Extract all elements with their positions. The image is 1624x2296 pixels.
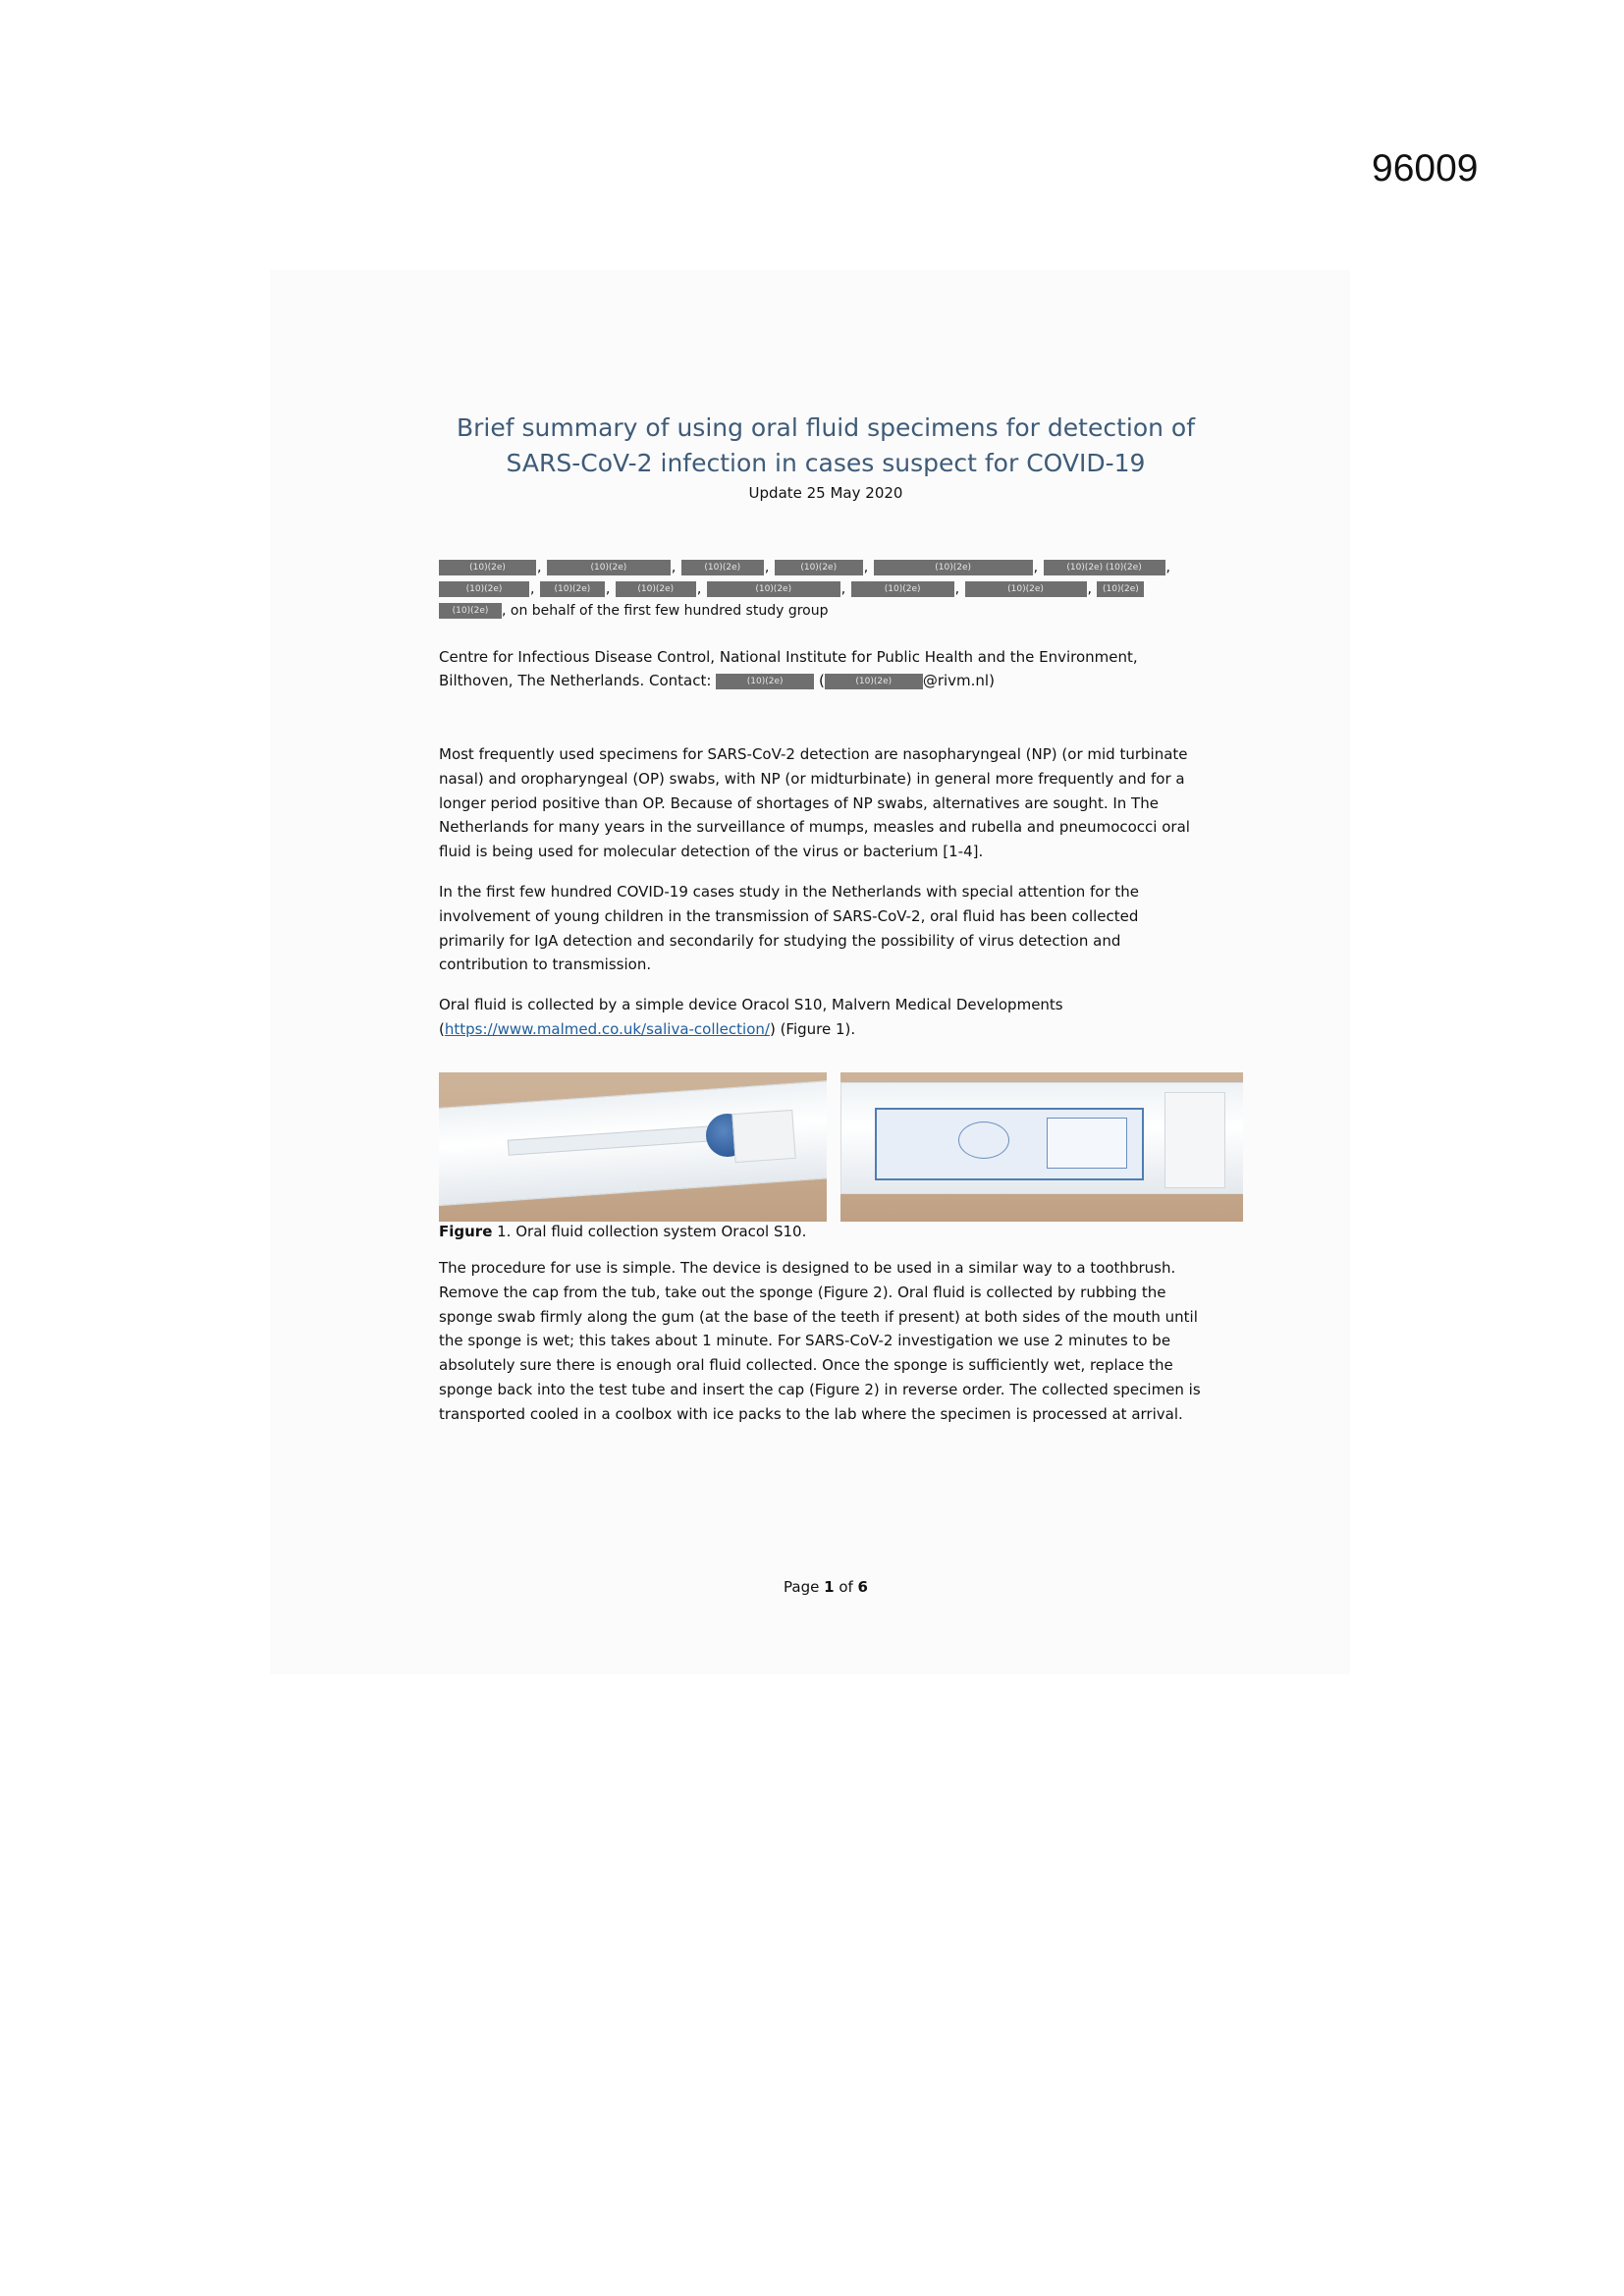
page-number <box>439 1578 1213 1596</box>
paragraph-study: In the first few hundred COVID-19 cases study in the Netherlands with special attention for the involvement of young children in the transmission of SARS-CoV-2, oral fluid has been collected primarily for IgA detection and secondarily for studying the possibility of virus detection and contribution to transmission. <box>439 883 1139 974</box>
redaction-box: (10)(2e) <box>616 581 696 597</box>
page-current: 1 <box>824 1578 835 1596</box>
redaction-box: (10)(2e) <box>439 603 502 619</box>
update-date: Update 25 May 2020 <box>748 484 903 502</box>
redaction-box: (10)(2e) <box>716 674 814 689</box>
redaction-box: (10)(2e) <box>851 581 954 597</box>
figure-caption <box>439 1223 1028 1240</box>
redaction-box: (10)(2e) <box>707 581 840 597</box>
device-text: Oral fluid is collected by a simple device Oracol S10, Malvern Medical Developments <box>439 996 1063 1013</box>
author-list <box>439 557 1205 622</box>
affiliation-contact-label: Bilthoven, The Netherlands. Contact: <box>439 672 712 689</box>
author-line-3 <box>439 600 1205 622</box>
title-line-2: SARS-CoV-2 infection in cases suspect for COVID-19 <box>506 449 1146 477</box>
label-logo <box>958 1121 1009 1159</box>
caption-label: Figure <box>439 1223 493 1240</box>
page-label: Page <box>784 1578 825 1596</box>
redaction-box: (10)(2e) <box>825 674 923 689</box>
redaction-box: (10)(2e) <box>439 560 536 575</box>
tube-end <box>1164 1092 1225 1188</box>
title-line-1: Brief summary of using oral fluid specimens for detection of <box>456 413 1196 442</box>
author-line-1: (10)(2e) , (10)(2e) , (10)(2e) , (10)(2e) , (10)(2e) , (10)(2e) (10)(2e) , <box>439 557 1205 578</box>
link-paren: ( <box>439 1019 445 1038</box>
oracol-photo-label <box>840 1072 1243 1222</box>
redaction-box: (10)(2e) <box>547 560 671 575</box>
redaction-box: (10)(2e) <box>965 581 1087 597</box>
affiliation-paren: ( <box>818 672 825 689</box>
document-title <box>439 410 1213 481</box>
label-text-panel <box>1047 1118 1127 1169</box>
paragraph-device <box>439 993 1205 1042</box>
affiliation-email-domain: @rivm.nl) <box>922 672 995 689</box>
caption-text: 1. Oral fluid collection system Oracol S10. <box>492 1223 807 1240</box>
paragraph-procedure: The procedure for use is simple. The device is designed to be used in a similar way to a toothbrush. Remove the cap from the tub, take out the sponge (Figure 2). Oral fluid is collected by rubbing the sponge swab firmly along the gum (at the base of the teeth if present) at both sides of the mouth until the sponge is wet; this takes about 1 minute. For SARS-CoV-2 investigation we use 2 minutes to be absolutely sure there is enough oral fluid collected. Once the sponge is sufficiently wet, replace the sponge back into the test tube and insert the cap (Figure 2) in reverse order. The collected specimen is transported cooled in a coolbox with ice packs to the lab where the specimen is processed at arrival. <box>439 1259 1201 1423</box>
redaction-box: (10)(2e) <box>681 560 764 575</box>
figure-ref: ) (Figure 1). <box>769 1019 856 1038</box>
page-of: of <box>834 1578 858 1596</box>
redaction-box: (10)(2e) <box>1097 581 1144 597</box>
redaction-box: (10)(2e) <box>874 560 1033 575</box>
affiliation-line-1: Centre for Infectious Disease Control, National Institute for Public Health and the Environment, <box>439 648 1138 666</box>
author-line-2: (10)(2e) , (10)(2e) , (10)(2e) , (10)(2e) , (10)(2e) , (10)(2e) , (10)(2e) <box>439 578 1205 600</box>
redaction-box: (10)(2e) <box>775 560 863 575</box>
saliva-collection-link[interactable]: https://www.malmed.co.uk/saliva-collection/ <box>444 1019 770 1038</box>
oracol-photo-front <box>439 1072 827 1222</box>
tube-end <box>731 1110 795 1163</box>
affiliation <box>439 645 1205 692</box>
affiliation-line-2 <box>439 669 1205 692</box>
redaction-box: (10)(2e) (10)(2e) <box>1044 560 1165 575</box>
authors-suffix: , on behalf of the first few hundred study group <box>502 603 829 619</box>
redaction-box: (10)(2e) <box>439 581 529 597</box>
redaction-box: (10)(2e) <box>540 581 605 597</box>
page-total: 6 <box>857 1578 868 1596</box>
document-id-stamp: 96009 <box>1372 147 1479 190</box>
paragraph-specimens: Most frequently used specimens for SARS-CoV-2 detection are nasopharyngeal (NP) (or mid turbinate nasal) and oropharyngeal (OP) swabs, with NP (or midturbinate) in general more frequently and for a longer period positive than OP. Because of shortages of NP swabs, alternatives are sought. In The Netherlands for many years in the surveillance of mumps, measles and rubella and pneumococci oral fluid is being used for molecular detection of the virus or bacterium [1-4]. <box>439 745 1190 861</box>
